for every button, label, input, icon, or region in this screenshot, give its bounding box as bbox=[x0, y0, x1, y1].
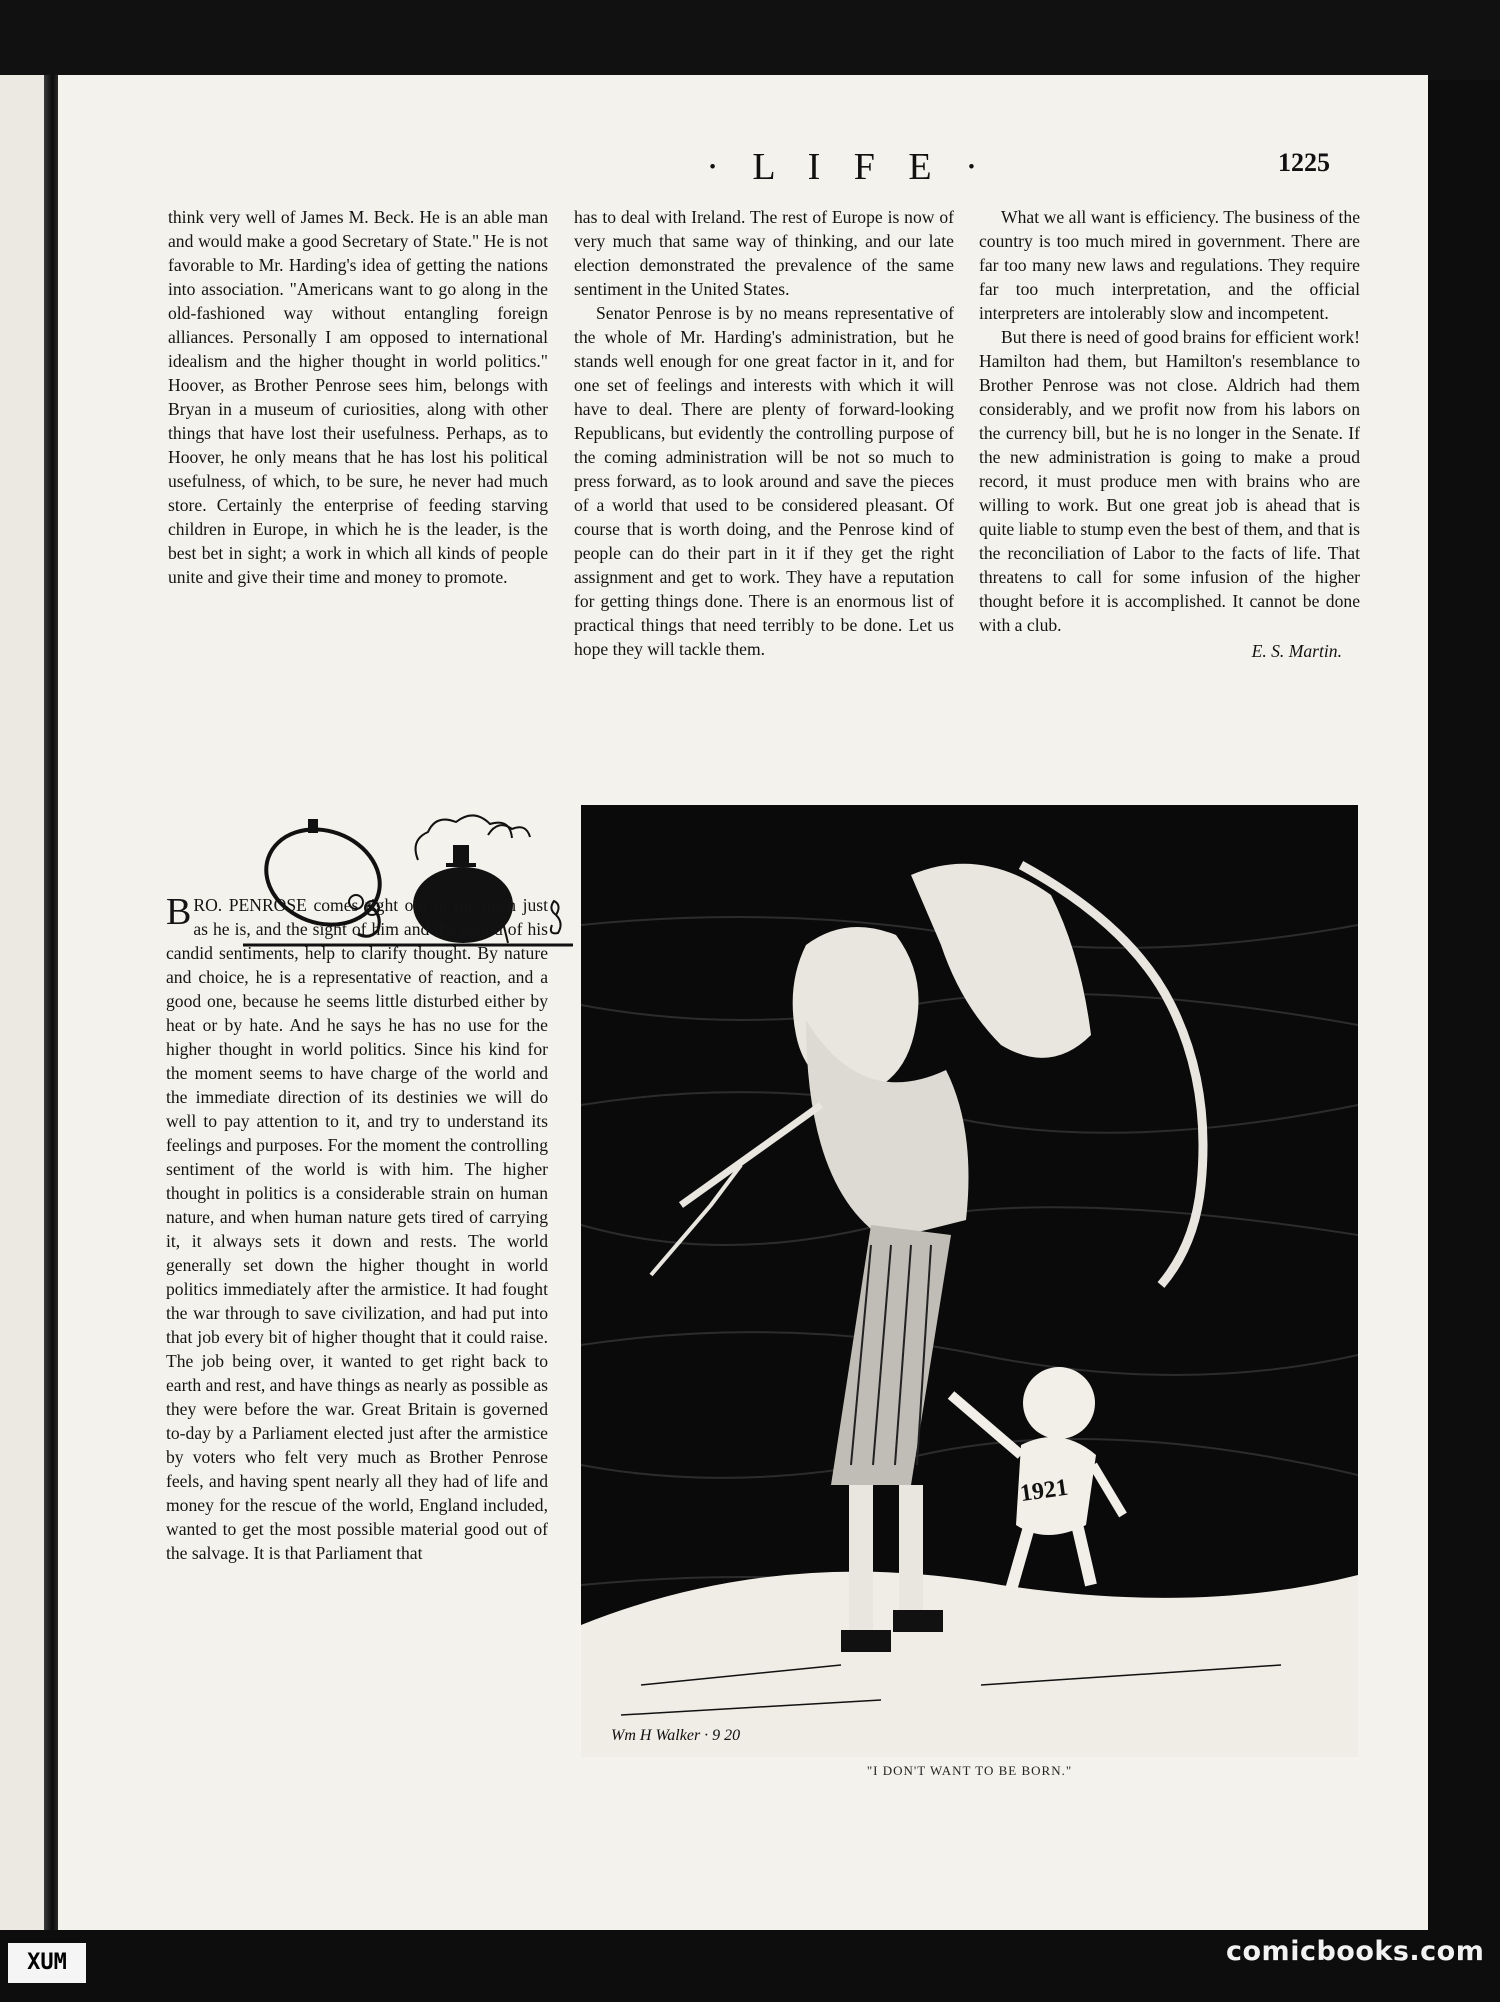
column-1-top bbox=[168, 205, 548, 589]
baby-year-label: 1921 bbox=[1018, 1474, 1070, 1508]
scan-border-top bbox=[0, 0, 1500, 80]
paragraph-efficiency: What we all want is efficiency. The business of the country is too much mired in government. There are far too many new laws and regulations. They require far too much interpretation, and the official interpreters are intolerably slow and incompetent. bbox=[979, 207, 1360, 323]
paragraph-bro-penrose-text: RO. PENROSE comes right out in the open just as he is, and the sight of him and the sound of his candid sentiments, help to clarify thought. By nature and choice, he is a representative of reaction, and a good one, because he seems little disturbed either by heat or by hate. And he says he has no use for the higher thought in world politics. Since his kind for the moment seems to have charge of the world and the immediate direction of its destinies we will do well to pay attention to it, and try to understand its feelings and purposes. For the moment the controlling sentiment of the world is with him. The higher thought in politics is a considerable strain on human nature, and when human nature gets tired of carrying it, it always sets it down and rests. The world generally set down the higher thought in world politics immediately after the armistice. It had fought the war through to save civilization, and had put into that job every bit of higher thought that it could raise. The job being over, it wanted to get right back to earth and rest, and have things as nearly as possible as they were before the war. Great Britain is governed to-day by a Parliament elected just after the armistice by voters who felt very much as Brother Penrose feels, and having spent nearly all they had of life and money for the rescue of the world, England included, wanted to get the most possible material good out of the salvage. It is that Parliament that bbox=[166, 895, 548, 1563]
book-gutter bbox=[44, 75, 58, 1930]
artist-signature: Wm H Walker · 9 20 bbox=[611, 1727, 741, 1744]
column-2 bbox=[574, 205, 954, 661]
column-1-bottom bbox=[166, 893, 548, 1565]
author-signature: E. S. Martin. bbox=[1251, 641, 1342, 661]
cartoon-caption: "I DON'T WANT TO BE BORN." bbox=[866, 1763, 1073, 1778]
cartoon-illustration bbox=[581, 805, 1358, 1757]
paragraph-senator-penrose: Senator Penrose is by no means representative of the whole of Mr. Harding's administration, but he stands well enough for one great factor in it, and for one set of feelings and interests with which it will have to deal. There are plenty of forward-looking Republicans, but evidently the controlling purpose of the coming administration will be not so much to press forward, as to look around and save the pieces of a world that used to be considered pleasant. Of course that is worth doing, and the Penrose kind of people can do their part in it if they get the right assignment and get to work. They have a reputation for getting things done. There is an enormous list of practical things that need terribly to be done. Let us hope they will tackle them. bbox=[574, 303, 954, 659]
magazine-page bbox=[58, 75, 1428, 1930]
site-watermark: comicbooks.com bbox=[1226, 1936, 1485, 1967]
drop-cap: B bbox=[166, 891, 192, 933]
paragraph-beck-hoover: think very well of James M. Beck. He is an able man and would make a good Secretary of State." He is not favorable to Mr. Harding's idea of getting the nations into association. "Americans want to go along in the old-fashioned way without entangling foreign alliances. Personally I am opposed to international idealism and the higher thought in world politics." Hoover, as Brother Penrose sees him, belongs with Bryan in a museum of curiosities, along with other things that have lost their usefulness. Perhaps, as to Hoover, he only means that he has lost his political usefulness, of which, to be sure, he never had much store. Certainly the enterprise of feeding starving children in Europe, in which he is the leader, is the best bet in sight; a work in which all kinds of people unite and give their time and money to promote. bbox=[168, 207, 548, 587]
paragraph-bro-penrose bbox=[166, 893, 548, 1565]
scan-source-tag: XUM bbox=[8, 1943, 86, 1983]
facing-page-edge bbox=[0, 75, 44, 1930]
paragraph-good-brains: But there is need of good brains for efficient work! Hamilton had them, but Hamilton's resemblance to Brother Penrose was not close. Aldrich had them considerably, and we profit now from his labors on the currency bill, but he is no longer in the Senate. If the new administration is going to make a proud record, it must produce men with brains who are willing to work. But one great job is ahead that is quite liable to stump even the best of them, and that is the reconciliation of Labor to the facts of life. That threatens to call for some infusion of the higher thought before it is accomplished. It cannot be done with a club. bbox=[979, 327, 1360, 635]
column-3 bbox=[979, 205, 1360, 663]
page-number: 1225 bbox=[1278, 148, 1330, 177]
paragraph-ireland: has to deal with Ireland. The rest of Europe is now of very much that same way of thinking, and our late election demonstrated the prevalence of the same sentiment in the United States. bbox=[574, 207, 954, 299]
masthead-title: · L I F E · bbox=[706, 146, 990, 188]
